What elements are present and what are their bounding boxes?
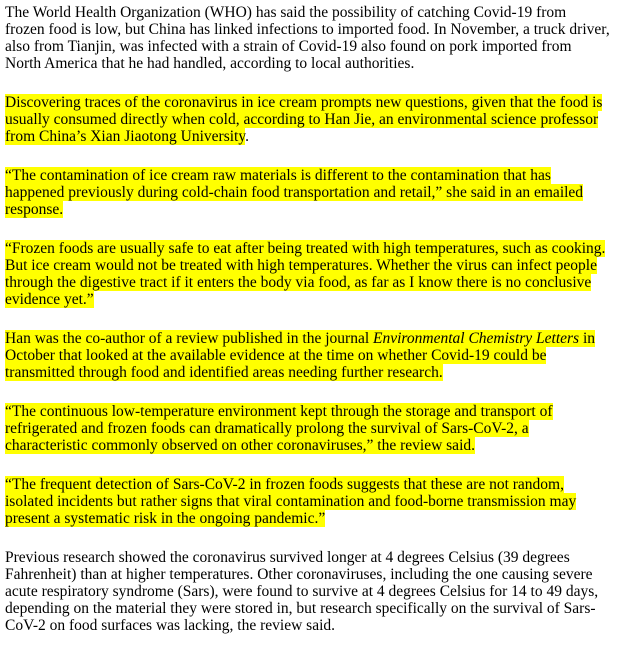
- text-line: [5, 291, 630, 308]
- highlighted-text: transmitted through food and identified areas needing further research.: [5, 364, 443, 381]
- text-line: [5, 184, 630, 201]
- highlighted-text: But ice cream would not be treated with high temperatures. Whether the virus can infect people: [5, 257, 597, 274]
- highlighted-text: refrigerated and frozen foods can dramatically prolong the survival of Sars-CoV-2, a: [5, 420, 529, 437]
- highlighted-text: usually consumed directly when cold, according to Han Jie, an environmental science professor: [5, 111, 599, 128]
- text-line: [5, 38, 630, 55]
- highlighted-text: characteristic commonly observed on other coronaviruses,” the review said.: [5, 437, 475, 454]
- paragraph-frequent-detection-quote: [5, 476, 630, 527]
- plain-text: also from Tianjin, was infected with a strain of Covid-19 also found on pork imported from: [5, 38, 572, 55]
- highlighted-text: “The contamination of ice cream raw materials is different to the contamination that has: [5, 167, 551, 184]
- paragraph-previous-research: [5, 549, 630, 634]
- text-line: [5, 600, 630, 617]
- plain-text: .: [245, 128, 249, 145]
- text-line: [5, 330, 630, 347]
- highlighted-text: “Frozen foods are usually safe to eat after being treated with high temperatures, such as cooking.: [5, 240, 606, 257]
- text-line: [5, 403, 630, 420]
- paragraph-contamination-difference-quote: [5, 167, 630, 218]
- highlighted-text: evidence yet.”: [5, 291, 94, 308]
- text-line: [5, 364, 630, 381]
- text-line: [5, 437, 630, 454]
- paragraph-who-frozen-food-low: [5, 4, 630, 72]
- text-line: [5, 347, 630, 364]
- paragraph-low-temperature-quote: [5, 403, 630, 454]
- text-line: [5, 128, 630, 145]
- plain-text: CoV-2 on food surfaces was lacking, the review said.: [5, 617, 336, 634]
- text-line: [5, 566, 630, 583]
- text-line: [5, 549, 630, 566]
- highlighted-text: response.: [5, 201, 64, 218]
- highlighted-text: “The continuous low-temperature environment kept through the storage and transport of: [5, 403, 553, 420]
- paragraph-ice-cream-questions: [5, 94, 630, 145]
- plain-text: frozen food is low, but China has linked infections to imported food. In November, a truck driver,: [5, 21, 610, 38]
- highlighted-text: Han was the co-author of a review published in the journal: [5, 330, 374, 347]
- plain-text: The World Health Organization (WHO) has said the possibility of catching Covid-19 from: [5, 4, 567, 21]
- paragraph-review-journal: [5, 330, 630, 381]
- plain-text: depending on the material they were stored in, but research specifically on the survival of Sars-: [5, 600, 596, 617]
- highlighted-text: from China’s Xian Jiaotong University: [5, 128, 246, 145]
- highlighted-text: Discovering traces of the coronavirus in ice cream prompts new questions, given that the food is: [5, 94, 603, 111]
- text-line: [5, 55, 630, 72]
- text-line: [5, 476, 630, 493]
- text-line: [5, 201, 630, 218]
- plain-text: acute respiratory syndrome (Sars), were found to survive at 4 degrees Celsius for 14 to 49 days,: [5, 583, 599, 600]
- text-line: [5, 94, 630, 111]
- text-line: [5, 21, 630, 38]
- plain-text: North America that he had handled, according to local authorities.: [5, 55, 415, 72]
- plain-text: Previous research showed the coronavirus survived longer at 4 degrees Celsius (39 degrees: [5, 549, 570, 566]
- highlighted-text: October that looked at the available evidence at the time on whether Covid-19 could be: [5, 347, 547, 364]
- plain-text: Fahrenheit) than at higher temperatures. Other coronaviruses, including the one causing severe: [5, 566, 593, 583]
- highlighted-text: happened previously during cold-chain food transportation and retail,” she said in an emailed: [5, 184, 584, 201]
- text-line: [5, 257, 630, 274]
- text-line: [5, 167, 630, 184]
- highlighted-text: in: [579, 330, 596, 347]
- highlighted-text-italic: Environmental Chemistry Letters: [373, 330, 580, 347]
- text-line: [5, 493, 630, 510]
- text-line: [5, 240, 630, 257]
- text-line: [5, 617, 630, 634]
- text-line: [5, 274, 630, 291]
- text-line: [5, 583, 630, 600]
- text-line: [5, 420, 630, 437]
- highlighted-text: isolated incidents but rather signs that viral contamination and food-borne transmission may: [5, 493, 577, 510]
- highlighted-text: “The frequent detection of Sars-CoV-2 in frozen foods suggests that these are not random,: [5, 476, 564, 493]
- text-line: [5, 4, 630, 21]
- text-line: [5, 510, 630, 527]
- highlighted-text: through the digestive tract if it enters the body via food, as far as I know there is no conclusive: [5, 274, 592, 291]
- text-line: [5, 111, 630, 128]
- paragraph-frozen-foods-safe-quote: [5, 240, 630, 308]
- highlighted-text: present a systematic risk in the ongoing pandemic.”: [5, 510, 326, 527]
